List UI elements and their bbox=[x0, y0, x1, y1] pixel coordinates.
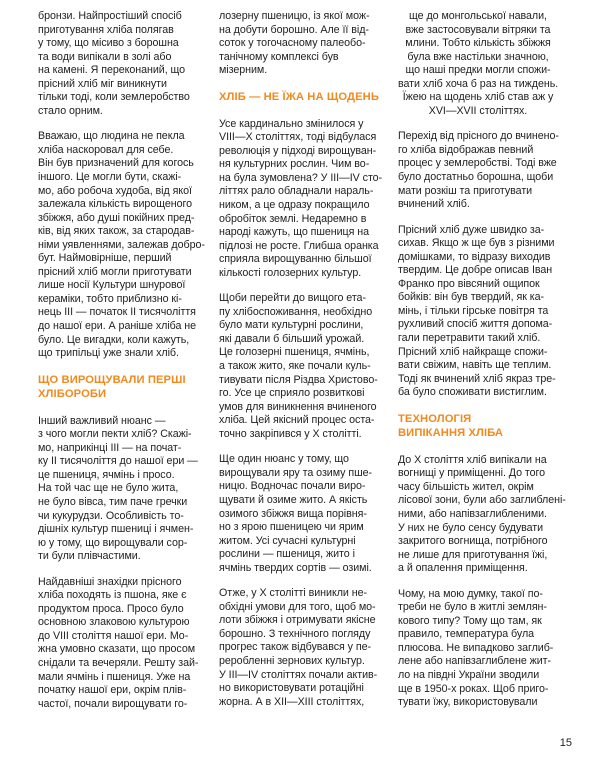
line: вирощували яру та озиму пше- bbox=[219, 466, 373, 479]
line: Тоді як вчинений хліб якраз тре- bbox=[398, 372, 556, 385]
line: тільки тоді, коли землеробство bbox=[38, 91, 190, 104]
line: німи уявленнями, залежав добро- bbox=[38, 238, 205, 251]
line: які давали б більший урожай. bbox=[219, 332, 365, 345]
line: літтях рало обладнали нараль- bbox=[219, 185, 374, 198]
line: сприяла вирощуванню більшої bbox=[219, 253, 372, 266]
line: домішками, то відразу виходив bbox=[398, 250, 551, 263]
line: кількості голозерних культур. bbox=[219, 266, 362, 279]
line: снідали та вечеряли. Решту зай- bbox=[38, 656, 199, 669]
col3-paragraph-3 bbox=[398, 224, 558, 400]
line: жна умовно сказати, що просом bbox=[38, 643, 196, 656]
line: збіжжя, або душі покійних пред- bbox=[38, 211, 195, 224]
line: до нашої ери. А раніше хліба не bbox=[38, 320, 197, 333]
line: XVI—XVII століттях. bbox=[428, 104, 528, 117]
line: це пшениця, ячмінь і просо. bbox=[38, 468, 175, 481]
line: була вже настільки значною, bbox=[407, 50, 549, 63]
line: Це голозерні пшениця, ячмінь, bbox=[219, 346, 370, 359]
line: вати хліб хоча б раз на тиждень. bbox=[398, 77, 559, 90]
line: стало орним. bbox=[38, 104, 103, 117]
line: лісової зони, були або заглиблені- bbox=[398, 494, 566, 507]
line: У них не було сенсу будувати bbox=[398, 521, 544, 534]
line: щувати й озиме жито. А якість bbox=[219, 493, 368, 506]
line: та води випікали в золі або bbox=[38, 50, 172, 63]
line: ків, від яких також, за стародав- bbox=[38, 225, 195, 238]
line: реробленні зернових культур. bbox=[219, 654, 365, 667]
line: ба було споживати вистиглим. bbox=[398, 386, 547, 399]
line: Чому, на мою думку, такої по- bbox=[398, 587, 543, 600]
line: танічному комплексі був bbox=[219, 50, 339, 63]
line: житом. Усі сучасні культурні bbox=[219, 534, 356, 547]
line: Інший важливий нюанс — bbox=[38, 414, 166, 427]
text-column-2 bbox=[219, 10, 383, 721]
heading-line: ТЕХНОЛОГІЯ bbox=[398, 412, 472, 425]
line: було. Це вигадки, коли кажуть, bbox=[38, 333, 190, 346]
line: на була зумовлена? У III—IV сто- bbox=[219, 171, 383, 184]
line: хліба наскоровал для себе. bbox=[38, 143, 174, 156]
heading-line: ХЛІБ — НЕ ЇЖА НА ЩОДЕНЬ bbox=[219, 90, 379, 103]
line: Він був призначений для когось bbox=[38, 157, 194, 170]
line: залежала кількість вирощеного bbox=[38, 198, 192, 211]
line: підлозі не росте. Глибша оранка bbox=[219, 239, 379, 252]
line: початку нашої ери, окрім плів- bbox=[38, 684, 187, 697]
col1-paragraph-2 bbox=[38, 130, 205, 360]
line: Франко про вівсяний ощипок bbox=[398, 277, 540, 290]
line: тувати їжу, використовували bbox=[398, 696, 538, 709]
line: До X століття хліб випікали на bbox=[398, 453, 547, 466]
line: рухливий спосіб життя допома- bbox=[398, 318, 553, 331]
line: не лише для приготування їжі, bbox=[398, 548, 548, 561]
heading-line: ВИПІКАННЯ ХЛІБА bbox=[398, 426, 504, 439]
col2-paragraph-2 bbox=[219, 117, 383, 281]
line: продуктом проса. Просо було bbox=[38, 602, 184, 615]
line: плюсова. Не випадково заглиб- bbox=[398, 641, 554, 654]
line: не було вівса, тим паче гречки bbox=[38, 495, 188, 508]
line: ником, а це одразу покращило bbox=[219, 199, 370, 212]
col2-paragraph-3 bbox=[219, 292, 379, 441]
line: ними, або напівзаглибленими. bbox=[398, 507, 547, 520]
line: а й опалення приміщення. bbox=[398, 562, 528, 575]
line: на камені. Я переконаний, що bbox=[38, 64, 186, 77]
col3-paragraph-2 bbox=[398, 130, 558, 211]
col3-paragraph-5 bbox=[398, 588, 558, 710]
line: у тому, що місиво з борошна bbox=[38, 37, 179, 50]
line: ячмінь твердих сортів — озимі. bbox=[219, 561, 372, 574]
line: Перехід від прісного до вчинено- bbox=[398, 130, 559, 143]
line: жорна. А в XII—XIII століттях, bbox=[219, 695, 365, 708]
section-heading-first-farmers bbox=[38, 373, 198, 401]
line: гали перетравити такий хліб. bbox=[398, 332, 541, 345]
col1-paragraph-4 bbox=[38, 576, 198, 711]
col1-paragraph-3 bbox=[38, 415, 198, 564]
line: лене або напівзаглиблене жит- bbox=[398, 655, 552, 668]
col2-paragraph-1 bbox=[219, 10, 379, 78]
col3-paragraph-1 bbox=[398, 10, 558, 118]
line: хліба. Цей якісний процес оста- bbox=[219, 414, 375, 427]
line: Їжею на щодень хліб став аж у bbox=[402, 91, 554, 104]
line: хліба походять із пшона, яке є bbox=[38, 589, 187, 602]
line: точно закріпився у X столітті. bbox=[219, 427, 362, 440]
line: що трипільці уже знали хліб. bbox=[38, 347, 179, 360]
line: умов для виникнення вчиненого bbox=[219, 400, 377, 413]
line: озимого збіжжя вища порівня- bbox=[219, 507, 367, 520]
line: дішніх культур пшениці і ячмен- bbox=[38, 523, 194, 536]
line: пу хлібоспоживання, необхідно bbox=[219, 305, 373, 318]
line: ницю. Водночас почали виро- bbox=[219, 480, 366, 493]
line: з чого могли пекти хліб? Скажі- bbox=[38, 428, 192, 441]
line: частої, почали вирощувати го- bbox=[38, 697, 188, 710]
line: сихав. Якщо ж ще був з різними bbox=[398, 237, 555, 250]
heading-line: ЩО ВИРОЩУВАЛИ ПЕРШІ bbox=[38, 373, 186, 386]
line: Прісний хліб дуже швидко за- bbox=[398, 223, 545, 236]
page-number: 15 bbox=[559, 737, 572, 749]
line: часу більшість жител, окрім bbox=[398, 480, 534, 493]
line: вже застосовували вітряки та bbox=[405, 23, 551, 36]
line: що наші предки могли спожи- bbox=[405, 64, 551, 77]
line: мали ячмінь і пшениця. Уже на bbox=[38, 670, 191, 683]
line: На той час ще не було жита, bbox=[38, 482, 179, 495]
line: ще до монгольської навали, bbox=[409, 10, 547, 22]
col3-paragraph-4 bbox=[398, 453, 566, 576]
line: обробіток землі. Недаремно в bbox=[219, 212, 367, 225]
line: треби не було в житлі землян- bbox=[398, 601, 547, 614]
line: було достатньо борошна, щоби bbox=[398, 171, 554, 184]
heading-line: ХЛІБОРОБИ bbox=[38, 387, 107, 400]
col1-paragraph-1 bbox=[38, 10, 198, 118]
line: Щоби перейти до вищого ета- bbox=[219, 292, 366, 305]
line: ло на півдні України зводили bbox=[398, 668, 540, 681]
line: но з ярою пшеницею чи ярим bbox=[219, 521, 364, 534]
section-heading-bread-not-daily bbox=[219, 90, 379, 104]
line: вогнищі у приміщенні. До того bbox=[398, 467, 546, 480]
line: кового типу? Тому що там, як bbox=[398, 614, 542, 627]
line: соток у тогочасному палеобо- bbox=[219, 37, 366, 50]
line: правило, температура була bbox=[398, 628, 535, 641]
line: Вважаю, що людина не пекла bbox=[38, 130, 185, 143]
line: мізерним. bbox=[219, 64, 268, 77]
line: Усе кардинально змінилося у bbox=[219, 117, 364, 130]
line: ще в 1950-х роках. Щоб приго- bbox=[398, 682, 549, 695]
line: закритого вогнища, потрібного bbox=[398, 535, 548, 548]
line: млини. Тобто кількість збіжжя bbox=[405, 37, 551, 50]
line: кераміки, тобто приблизно кі- bbox=[38, 292, 182, 305]
line: бойків: він був твердий, як ка- bbox=[398, 291, 545, 304]
line: основною злаковою культурою bbox=[38, 616, 190, 629]
line: ю у тому, що вирощували сор- bbox=[38, 536, 188, 549]
line: но використовувати ротаційні bbox=[219, 682, 364, 695]
line: було мати культурні рослини, bbox=[219, 319, 364, 332]
line: го хліба відображав певний bbox=[398, 143, 534, 156]
line: Ще один нюанс у тому, що bbox=[219, 453, 349, 466]
line: прісний хліб міг виникнути bbox=[38, 77, 167, 90]
line: прогрес також відбувався у пе- bbox=[219, 641, 372, 654]
line: мо, наприкінці III — на почат- bbox=[38, 441, 182, 454]
line: твердим. Це добре описав Іван bbox=[398, 264, 553, 277]
line: рослини — пшениця, жито і bbox=[219, 548, 355, 561]
line: ку II тисячоліття до нашої ери — bbox=[38, 455, 198, 468]
line: лозерну пшеницю, із якої мож- bbox=[219, 10, 370, 22]
line: VIII—X століттях, тоді відбулася bbox=[219, 131, 377, 144]
line: мо, або робоча худоба, від якої bbox=[38, 184, 192, 197]
text-column-3 bbox=[398, 10, 566, 722]
line: вчинений хліб. bbox=[398, 198, 470, 211]
line: обхідні умови для того, щоб мо- bbox=[219, 600, 376, 613]
line: нець III — початок II тисячоліття bbox=[38, 306, 196, 319]
col2-paragraph-4 bbox=[219, 453, 379, 575]
line: на добути борошно. Але її від- bbox=[219, 23, 369, 36]
line: бронзи. Найпростіший спосіб bbox=[38, 10, 182, 22]
line: а також жито, яке почали куль- bbox=[219, 360, 371, 373]
line: прісний хліб могли приготувати bbox=[38, 265, 192, 278]
line: Отже, у X столітті виникли не- bbox=[219, 587, 367, 600]
line: до VIII століття нашої ери. Мо- bbox=[38, 629, 189, 642]
line: тивувати після Різдва Христово- bbox=[219, 373, 378, 386]
line: лоти збіжжя і отримувати якісне bbox=[219, 614, 376, 627]
line: вати свіжим, навіть ще теплим. bbox=[398, 359, 552, 372]
col2-paragraph-5 bbox=[219, 587, 379, 709]
line: Прісний хліб найкраще спожи- bbox=[398, 345, 548, 358]
line: чи кукурудзи. Особливість то- bbox=[38, 509, 184, 522]
line: процес у землеробстві. Тоді вже bbox=[398, 157, 557, 170]
line: мінь, і тільки гірське повітря та bbox=[398, 304, 549, 317]
line: мати розкіш та приготувати bbox=[398, 184, 533, 197]
line: бут. Наймовірніше, перший bbox=[38, 252, 172, 265]
line: борошно. З технічного погляду bbox=[219, 627, 371, 640]
line: революція у підході вирощуван- bbox=[219, 144, 377, 157]
text-column-1 bbox=[38, 10, 205, 723]
line: ня культурних рослин. Чим во- bbox=[219, 158, 370, 171]
line: лише носії Культури шнурової bbox=[38, 279, 186, 292]
line: го. Усе це сприяло розвиткові bbox=[219, 387, 365, 400]
line: ти були плівчастими. bbox=[38, 550, 141, 563]
line: народі кажуть, що пшениця на bbox=[219, 226, 370, 239]
line: Найдавніші знахідки прісного bbox=[38, 575, 182, 588]
line: приготування хліба полягав bbox=[38, 23, 174, 36]
section-heading-baking-technology bbox=[398, 412, 558, 440]
line: іншого. Це могли бути, скажі- bbox=[38, 171, 182, 184]
line: У III—IV століттях почали актив- bbox=[219, 668, 378, 681]
